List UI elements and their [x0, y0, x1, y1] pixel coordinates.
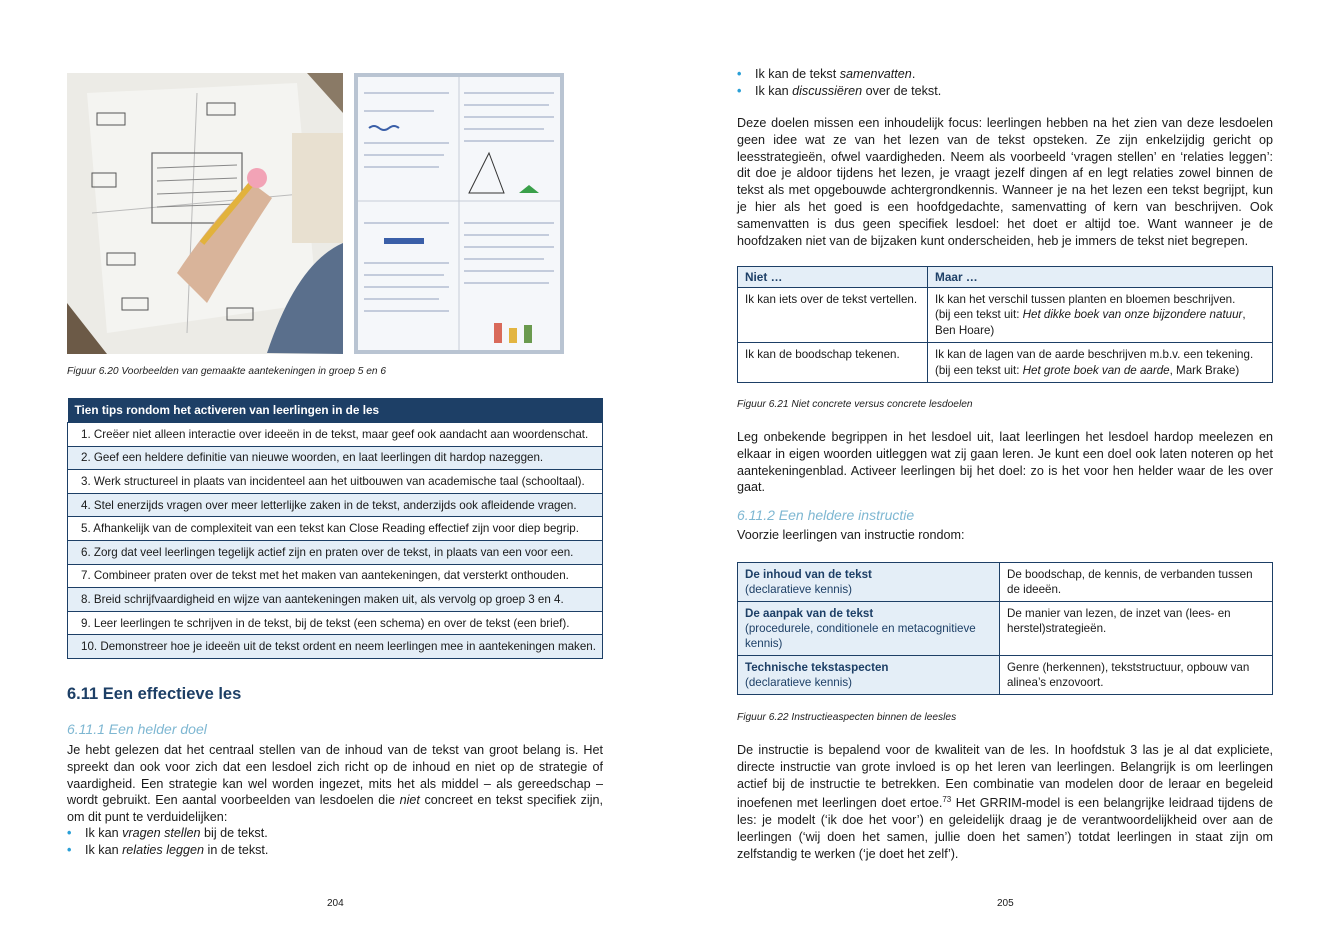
instruction-label-cell: De aanpak van de tekst (procedurele, conditionele en metacognitieve kennis): [738, 602, 1000, 656]
bullet-icon: •: [67, 843, 72, 857]
subsection-title: 6.11.2 Een heldere instructie: [737, 507, 915, 523]
paragraph-text: Het GRRIM-model is een belangrijke leidraad tijdens de les: je modelt (‘ik doe het voor’) en geleidelijk draag je de verantwoordelijkheid over aan de leerlingen (‘wij doen het samen, jullie doen het samen’) totdat leerlingen in staat zijn om zelfstandig te werken (‘je doet het zelf’).: [737, 796, 1273, 861]
body-paragraph: [67, 742, 603, 826]
table-row: [68, 611, 603, 635]
tips-table-title: Tien tips rondom het activeren van leerlingen in de les: [68, 398, 603, 423]
goal-bullet-list: [737, 66, 941, 100]
tip-item: 9. Leer leerlingen te schrijven in de tekst, bij de tekst (een schema) en over de tekst (een brief).: [68, 611, 603, 635]
figure-caption-6-20: Figuur 6.20 Voorbeelden van gemaakte aantekeningen in groep 5 en 6: [67, 366, 387, 377]
column-header-maar: Maar …: [928, 267, 1273, 288]
table-row: [68, 635, 603, 659]
paragraph-text: Deze doelen missen een inhoudelijk focus: leerlingen hebben na het zien van deze lesdoelen geen idee wat ze van het lezen van de tekst opsteken. Ze zijn enkelzijdig gericht op leesstrategieën, ofwel vaardigheden. Neem als voorbeeld ‘vragen stellen’ en ‘relaties leggen’: dit doe je aldoor tijdens het lezen, je vraagt jezelf dingen af en legt relaties zowel binnen de tekst als met opgebouwde achtergrondkennis. Wanneer je na het lezen een tekst begrijpt, kun je hier als het goed is een hoofdgedachte, samenvatting of kern van beschrijven. Ook samenvatten is dus geen specifiek lesdoel: het doet er altijd toe. Want wanneer je de hoofdzaken niet van de bijzaken kunt onderscheiden, heb je immers de tekst niet begrepen.: [737, 116, 1273, 248]
table-row: [738, 656, 1273, 695]
instruction-table: [737, 562, 1273, 695]
instruction-desc-cell: De manier van lezen, de inzet van (lees- en herstel)strategieën.: [1000, 602, 1273, 656]
tip-item: 7. Combineer praten over de tekst met het maken van aantekeningen, dat versterkt onthouden.: [68, 564, 603, 588]
paragraph-text: concreet en tekst specifiek zijn, om dit punt te verduidelijken:: [67, 793, 603, 825]
niet-maar-table: [737, 266, 1273, 383]
paragraph-text: Je hebt gelezen dat het centraal stellen van de inhoud van de tekst van groot belang is. Het spreekt dan ook voor zich dat een lesdoel zich richt op de inhoud en niet op de strategie of vaardigheid. Een strategie kan wel worden ingezet, mits het als middel – als gereedschap – wordt gebruikt. Een aantal voorbeelden van lesdoelen die: [67, 743, 603, 808]
maar-cell: Ik kan het verschil tussen planten en bloemen beschrijven. (bij een tekst uit: Het dikke boek van onze bijzondere natuur, Ben Hoare): [928, 288, 1273, 343]
page-number: 204: [327, 898, 344, 909]
photo-written-notes: [354, 73, 564, 354]
maar-cell: Ik kan de lagen van de aarde beschrijven m.b.v. een tekening. (bij een tekst uit: Het grote boek van de aarde, Mark Brake): [928, 343, 1273, 383]
instruction-label-cell: De inhoud van de tekst (declaratieve kennis): [738, 563, 1000, 602]
paragraph-text: De instructie is bepalend voor de kwaliteit van de les. In hoofdstuk 3 las je al dat expliciete, directe instructie van grote invloed is op het leren van leerlingen. Belangrijk is om leerlingen actief bij de instructie te betrekken. Een combinatie van modelen door de leraar en begeleid inoefenen met leerlingen doet ertoe.: [737, 743, 1273, 811]
table-row: [68, 470, 603, 494]
column-header-niet: Niet …: [738, 267, 928, 288]
table-row: [68, 540, 603, 564]
instruction-desc-cell: De boodschap, de kennis, de verbanden tussen de ideeën.: [1000, 563, 1273, 602]
footnote-marker[interactable]: 73: [942, 795, 952, 805]
table-row: [738, 602, 1273, 656]
table-row: [68, 517, 603, 541]
emphasis-text: niet: [399, 793, 420, 808]
tip-item: 5. Afhankelijk van de complexiteit van een tekst kan Close Reading effectief zijn voor diep begrip.: [68, 517, 603, 541]
list-item: • Ik kan de tekst samenvatten.: [737, 67, 916, 81]
subsection-title: 6.11.1 Een helder doel: [67, 721, 207, 737]
table-row: [738, 288, 1273, 343]
tip-item: 4. Stel enerzijds vragen over meer letterlijke zaken in de tekst, anderzijds ook afleidende vragen.: [68, 493, 603, 517]
instruction-desc-cell: Genre (herkennen), tekststructuur, opbouw van alinea’s enzovoort.: [1000, 656, 1273, 695]
page-number: 205: [997, 898, 1014, 909]
tip-item: 10. Demonstreer hoe je ideeën uit de tekst ordent en neem leerlingen mee in aantekeningen maken.: [68, 635, 603, 659]
body-paragraph: [737, 429, 1273, 496]
list-item: • Ik kan vragen stellen bij de tekst.: [67, 826, 268, 840]
tip-item: 8. Breid schrijfvaardigheid en wijze van aantekeningen maken uit, als vervolg op groep 3 en 4.: [68, 588, 603, 612]
body-paragraph: [737, 742, 1273, 863]
table-row: [68, 423, 603, 447]
paragraph-text: Leg onbekende begrippen in het lesdoel uit, laat leerlingen het lesdoel hardop meelezen en elkaar in eigen woorden uitleggen wat zij gaan leren. Je kunt een doel ook laten noteren op het aantekeningenblad. Activeer leerlingen bij het doel: zo is het voor hen helder waar de les over gaat.: [737, 430, 1273, 495]
figure-caption-6-22: Figuur 6.22 Instructieaspecten binnen de leesles: [737, 712, 957, 723]
tip-item: 3. Werk structureel in plaats van incidenteel aan het uitbouwen van academische taal (schooltaal).: [68, 470, 603, 494]
table-row: [68, 446, 603, 470]
table-row: [68, 588, 603, 612]
figure-caption-6-21: Figuur 6.21 Niet concrete versus concrete lesdoelen: [737, 399, 973, 410]
list-item: • Ik kan discussiëren over de tekst.: [737, 84, 942, 98]
body-paragraph: [737, 115, 1273, 249]
bullet-icon: •: [737, 84, 742, 98]
tip-item: 6. Zorg dat veel leerlingen tegelijk actief zijn en praten over de tekst, in plaats van een voor een.: [68, 540, 603, 564]
table-row: [68, 564, 603, 588]
tips-table: [67, 398, 603, 659]
right-page: [670, 0, 1340, 936]
goal-bullet-list: [67, 825, 268, 859]
niet-cell: Ik kan iets over de tekst vertellen.: [738, 288, 928, 343]
instruction-intro: Voorzie leerlingen van instructie rondom:: [737, 528, 965, 542]
section-title: 6.11 Een effectieve les: [67, 685, 242, 703]
bullet-icon: •: [67, 826, 72, 840]
tip-item: 1. Creëer niet alleen interactie over ideeën in de tekst, maar geef ook aandacht aan woordenschat.: [68, 423, 603, 447]
table-row: [738, 343, 1273, 383]
bullet-icon: •: [737, 67, 742, 81]
photo-mindmap-notes: [67, 73, 343, 354]
niet-cell: Ik kan de boodschap tekenen.: [738, 343, 928, 383]
tip-item: 2. Geef een heldere definitie van nieuwe woorden, en laat leerlingen dit hardop nazeggen.: [68, 446, 603, 470]
table-row: [68, 493, 603, 517]
list-item: • Ik kan relaties leggen in de tekst.: [67, 843, 269, 857]
instruction-label-cell: Technische tekstaspecten (declaratieve kennis): [738, 656, 1000, 695]
table-row: [738, 563, 1273, 602]
